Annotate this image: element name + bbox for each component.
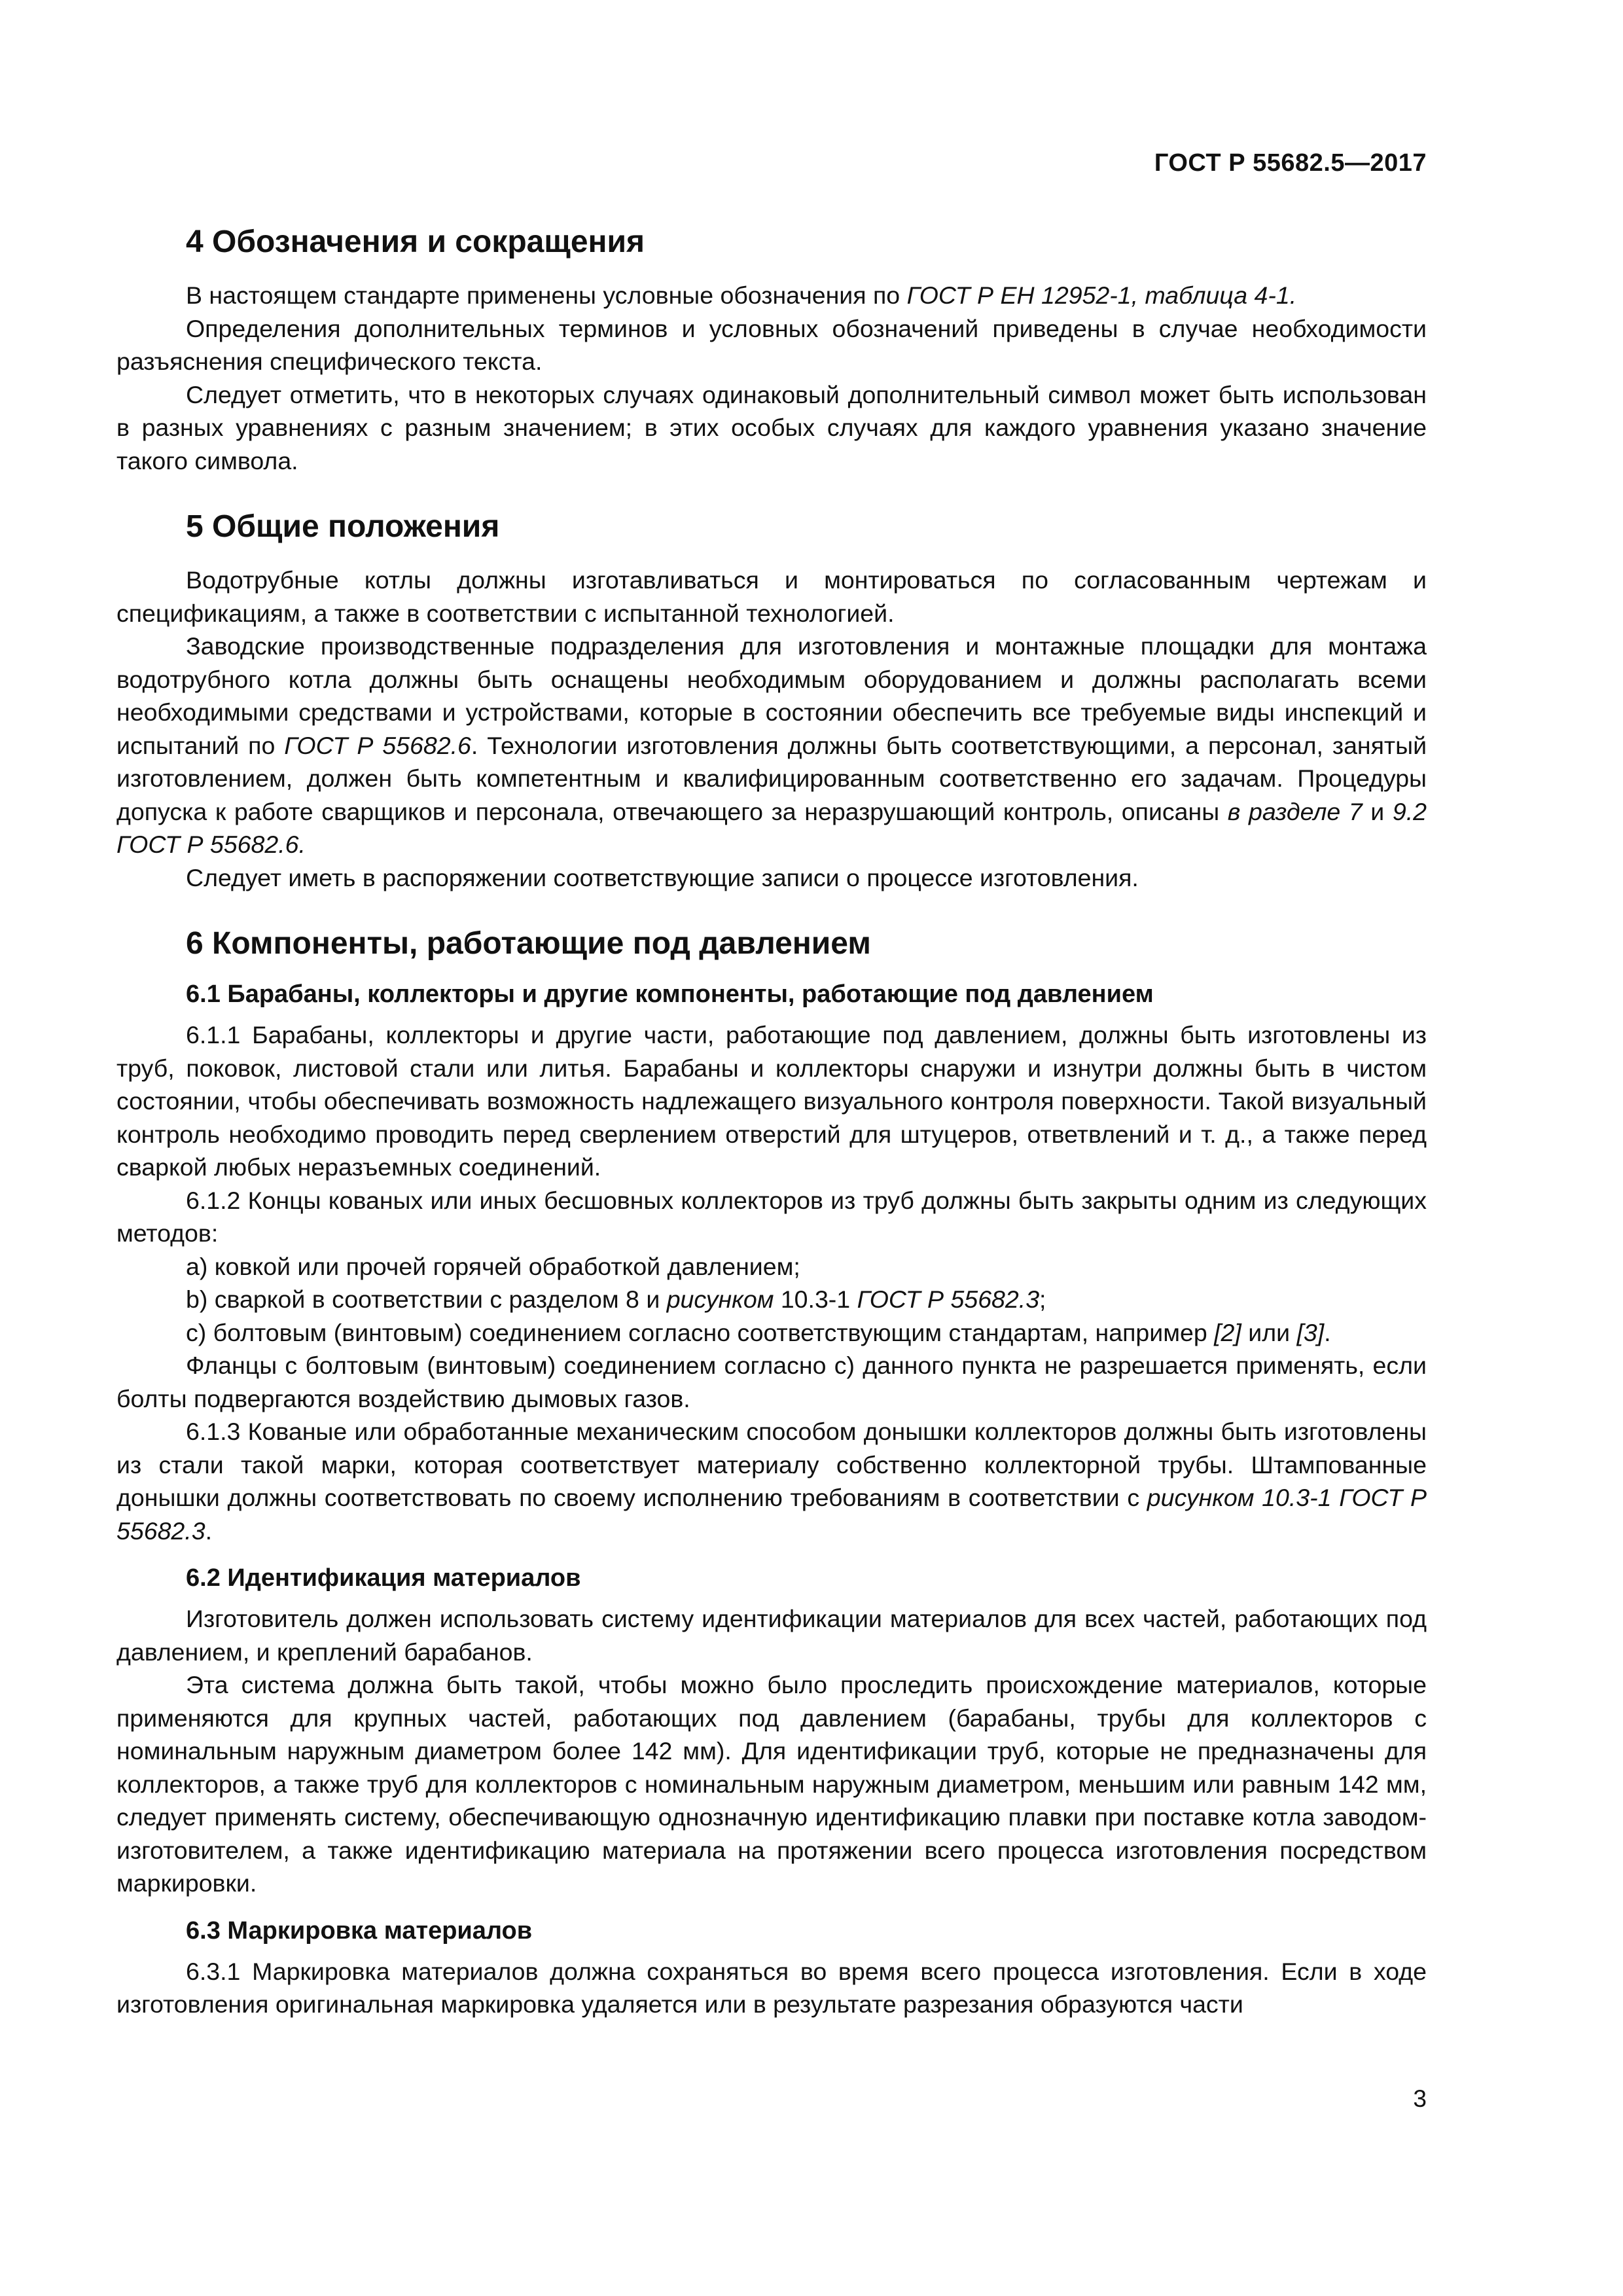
- section-5-title: 5 Общие положения: [186, 509, 500, 544]
- list-item-c: [116, 1316, 1427, 1350]
- reference-link[interactable]: ГОСТ Р ЕН 12952-1, таблица 4-1.: [906, 281, 1297, 309]
- page-content: [116, 223, 1427, 2021]
- list-item-b: [116, 1283, 1427, 1316]
- section-6-title: 6 Компоненты, работающие под давлением: [186, 926, 871, 961]
- document-page: [116, 0, 1427, 2296]
- reference-link[interactable]: в разделе 7: [1227, 797, 1363, 825]
- reference-link[interactable]: рисунком: [666, 1285, 774, 1313]
- text: b) сваркой в соответствии с разделом 8 и: [186, 1285, 667, 1313]
- section-4-paragraph-3: Следует отметить, что в некоторых случаях одинаковый дополнительный символ может быть использован в разных уравнениях с разным значением; в этих особых случаях для каждого уравнения указано значение такого символа.: [116, 380, 1427, 475]
- text: В настоящем стандарте применены условные обозначения по: [186, 281, 907, 309]
- subsection-6-2-title: 6.2 Идентификация материалов: [186, 1564, 581, 1592]
- text: или: [1241, 1318, 1297, 1346]
- section-5-paragraph-3: Следует иметь в распоряжении соответствующие записи о процессе изготовления.: [186, 863, 1139, 891]
- clause-6-1-2-note: Фланцы с болтовым (винтовым) соединением согласно с) данного пункта не разрешается применять, если болты подвергаются воздействию дымовых газов.: [116, 1352, 1427, 1412]
- clause-6-1-3: [116, 1415, 1427, 1547]
- subsection-6-3-title: 6.3 Маркировка материалов: [186, 1916, 533, 1945]
- subsection-6-2-paragraph-2: Эта система должна быть такой, чтобы можно было проследить происхождение материалов, которые применяются для крупных частей, работающих под давлением (барабаны, трубы для коллекторов с номинальным наружным диаметром более 142 мм). Для идентификации труб, которые не предназначены для коллекторов, а также труб для коллекторов с номинальным наружным диаметром, меньшим или равным 142 мм, следует применять систему, обеспечивающую однозначную идентификацию плавки при поставке котла заводом-изготовителем, а также идентификацию материала на протяжении всего процесса изготовления посредством маркировки.: [116, 1671, 1427, 1897]
- text: 10.3-1: [774, 1285, 857, 1313]
- document-code: ГОСТ Р 55682.5—2017: [1154, 149, 1427, 177]
- section-4-paragraph-1: [116, 279, 1427, 312]
- text: с) болтовым (винтовым) соединением согласно соответствующим стандартам, например: [186, 1318, 1215, 1346]
- section-4-title: 4 Обозначения и сокращения: [186, 224, 645, 259]
- reference-link[interactable]: рисунком 10.3-1 ГОСТ Р 55682.3: [116, 1484, 1427, 1545]
- reference-link[interactable]: [2]: [1214, 1318, 1241, 1346]
- reference-link[interactable]: [3]: [1296, 1318, 1325, 1346]
- text: и: [1362, 797, 1393, 825]
- subsection-6-1-title: 6.1 Барабаны, коллекторы и другие компоненты, работающие под давлением: [186, 980, 1154, 1008]
- page-number: 3: [1413, 2085, 1427, 2112]
- clause-6-1-1: 6.1.1 Барабаны, коллекторы и другие части, работающие под давлением, должны быть изготовлены из труб, поковок, листовой стали или литья. Барабаны и коллекторы снаружи и изнутри должны быть в чистом состоянии, чтобы обеспечивать возможность надлежащего визуального контроля поверхности. Такой визуальный контроль необходимо проводить перед сверлением отверстий для штуцеров, ответвлений и т. д., а также перед сваркой любых неразъемных соединений.: [116, 1021, 1427, 1181]
- text: . Технологии изготовления должны быть соответствующими, а персонал, занятый изготовлением, должен быть компетентным и квалифицированным соответственно его задачам. Процедуры допуска к работе сварщиков и персонала, отвечающего за неразрушающий контроль, описаны: [116, 731, 1427, 825]
- clause-6-3-1: 6.3.1 Маркировка материалов должна сохраняться во время всего процесса изготовления. Если в ходе изготовления оригинальная маркировка удаляется или в результате разрезания образуются части: [116, 1957, 1427, 2018]
- section-4-paragraph-2: Определения дополнительных терминов и условных обозначений приведены в случае необходимости разъяснения специфического текста.: [116, 314, 1427, 375]
- list-item-a: а) ковкой или прочей горячей обработкой давлением;: [186, 1252, 800, 1280]
- section-5-paragraph-2: [116, 630, 1427, 861]
- text: .: [205, 1516, 212, 1545]
- text: ;: [1039, 1285, 1046, 1313]
- reference-link[interactable]: ГОСТ Р 55682.3: [857, 1285, 1040, 1313]
- reference-link[interactable]: 9.2 ГОСТ Р 55682.6.: [116, 797, 1427, 858]
- clause-6-1-2: 6.1.2 Концы кованых или иных бесшовных коллекторов из труб должны быть закрыты одним из следующих методов:: [116, 1186, 1427, 1247]
- subsection-6-2-paragraph-1: Изготовитель должен использовать систему идентификации материалов для всех частей, работающих под давлением, и креплений барабанов.: [116, 1605, 1427, 1666]
- text: Заводские производственные подразделения для изготовления и монтажные площадки для монтажа водотрубного котла должны быть оснащены необходимым оборудованием и должны располагать всеми необходимыми средствами и устройствами, которые в состоянии обеспечить все требуемые виды инспекций и испытаний по: [116, 632, 1427, 759]
- text: .: [1324, 1318, 1331, 1346]
- reference-link[interactable]: ГОСТ Р 55682.6: [284, 731, 471, 759]
- text: 6.1.3 Кованые или обработанные механическим способом донышки коллекторов должны быть изготовлены из стали такой марки, которая соответствует материалу собственно коллекторной трубы. Штампованные донышки должны соответствовать по своему исполнению требованиям в соответствии с: [116, 1418, 1427, 1511]
- section-5-paragraph-1: Водотрубные котлы должны изготавливаться и монтироваться по согласованным чертежам и спецификациям, а также в соответствии с испытанной технологией.: [116, 566, 1427, 627]
